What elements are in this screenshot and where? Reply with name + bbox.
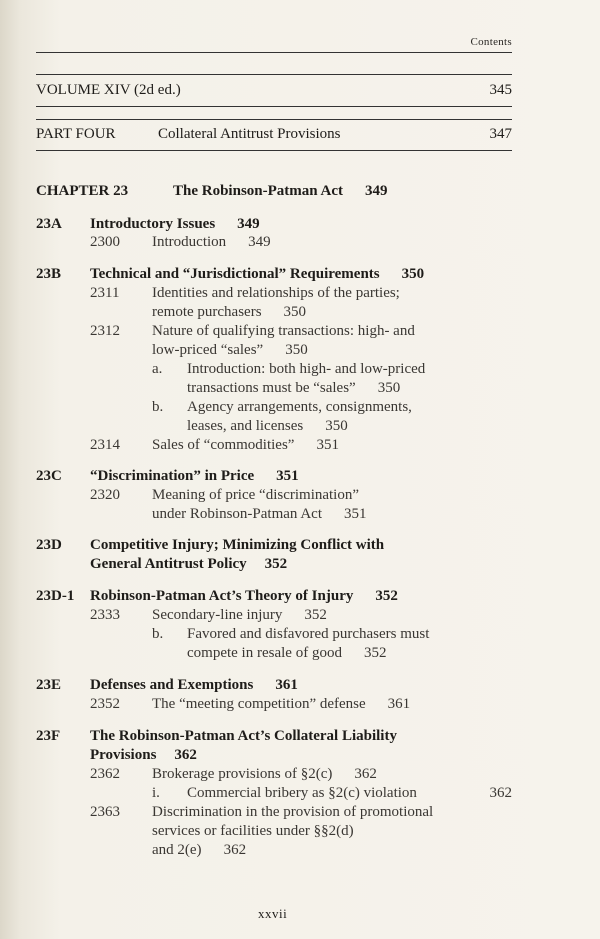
- page-folio: xxvii: [258, 906, 288, 921]
- section-page: 362: [174, 747, 197, 763]
- entry-title-line[interactable]: under Robinson-Patman Act 351: [152, 506, 367, 522]
- chapter-title[interactable]: The Robinson-Patman Act 349: [173, 183, 388, 199]
- entry-number: 2333: [90, 607, 120, 623]
- section-title[interactable]: “Discrimination” in Price 351: [90, 468, 299, 484]
- entry-title[interactable]: Introduction 349: [152, 234, 271, 250]
- entry-number: 2362: [90, 766, 120, 782]
- part-label[interactable]: PART FOUR: [36, 126, 116, 142]
- entry-page: 349: [248, 234, 271, 250]
- divider: [36, 74, 512, 75]
- entry-title[interactable]: Sales of “commodities” 351: [152, 437, 339, 453]
- entry-number: 2312: [90, 323, 120, 339]
- entry-page: 350: [283, 304, 307, 320]
- section-code: 23F: [36, 728, 61, 744]
- section-page: 349: [237, 216, 260, 232]
- entry-page: 352: [363, 645, 387, 661]
- entry-title-line[interactable]: Meaning of price “discrimination”: [152, 487, 360, 503]
- entry-number: 2363: [90, 804, 120, 820]
- sub-entry-line[interactable]: compete in resale of good 352: [187, 645, 387, 661]
- entry-title-line[interactable]: Identities and relationships of the parties;: [152, 285, 400, 301]
- section-title-line[interactable]: General Antitrust Policy 352: [90, 556, 288, 572]
- entry-page: 351: [316, 437, 339, 453]
- sub-letter: b.: [152, 626, 164, 642]
- entry-page: 350: [377, 380, 401, 396]
- entry-page: 362: [489, 785, 512, 801]
- section-code: 23C: [36, 468, 62, 484]
- section-title[interactable]: Technical and “Jurisdictional” Requirements 350: [90, 266, 425, 282]
- entry-page: 352: [304, 607, 327, 623]
- section-code: 23E: [36, 677, 62, 693]
- entry-number: 2352: [90, 696, 120, 712]
- sub-entry-line[interactable]: leases, and licenses 350: [187, 418, 348, 434]
- entry-title-line[interactable]: and 2(e) 362: [152, 842, 247, 858]
- section-page: 361: [275, 677, 298, 693]
- sub-letter: i.: [152, 785, 160, 801]
- section-title-line[interactable]: Provisions 362: [90, 747, 197, 763]
- section-title-line[interactable]: Competitive Injury; Minimizing Conflict with: [90, 537, 385, 553]
- section-page: 352: [264, 556, 288, 572]
- sub-entry-line[interactable]: transactions must be “sales” 350: [187, 380, 401, 396]
- section-page: 351: [276, 468, 299, 484]
- entry-page: 362: [223, 842, 247, 858]
- running-header: Contents: [470, 36, 512, 48]
- entry-title-line[interactable]: remote purchasers 350: [152, 304, 307, 320]
- volume-label[interactable]: VOLUME XIV (2d ed.): [36, 82, 181, 98]
- section-code: 23D-1: [36, 588, 75, 604]
- section-title-line[interactable]: The Robinson-Patman Act’s Collateral Liability: [90, 728, 397, 744]
- entry-number: 2320: [90, 487, 120, 503]
- section-title[interactable]: Introductory Issues 349: [90, 216, 260, 232]
- volume-page: 345: [489, 82, 512, 98]
- entry-title-line[interactable]: low-priced “sales” 350: [152, 342, 308, 358]
- sub-letter: a.: [152, 361, 163, 377]
- section-code: 23D: [36, 537, 62, 553]
- divider: [36, 106, 512, 107]
- sub-letter: b.: [152, 399, 164, 415]
- section-code: 23B: [36, 266, 62, 282]
- divider: [36, 150, 512, 151]
- sub-entry-line[interactable]: Favored and disfavored purchasers must: [187, 626, 430, 642]
- entry-page: 362: [354, 766, 377, 782]
- entry-page: 351: [343, 506, 367, 522]
- part-title[interactable]: Collateral Antitrust Provisions: [158, 126, 341, 142]
- section-code: 23A: [36, 216, 62, 232]
- header-rule: [36, 52, 512, 53]
- chapter-label[interactable]: CHAPTER 23: [36, 183, 129, 199]
- sub-entry-line[interactable]: Commercial bribery as §2(c) violation: [187, 785, 417, 801]
- divider: [36, 119, 512, 120]
- entry-title[interactable]: Brokerage provisions of §2(c) 362: [152, 766, 377, 782]
- entry-page: 350: [325, 418, 348, 434]
- part-page: 347: [489, 126, 512, 142]
- entry-title[interactable]: Secondary-line injury 352: [152, 607, 327, 623]
- entry-number: 2314: [90, 437, 120, 453]
- entry-page: 361: [387, 696, 411, 712]
- section-title[interactable]: Robinson-Patman Act’s Theory of Injury 352: [90, 588, 398, 604]
- sub-entry-line[interactable]: Agency arrangements, consignments,: [187, 399, 412, 415]
- section-page: 350: [401, 266, 425, 282]
- entry-number: 2300: [90, 234, 120, 250]
- entry-title-line[interactable]: Nature of qualifying transactions: high- and: [152, 323, 415, 339]
- chapter-page: 349: [365, 183, 388, 199]
- entry-title-line[interactable]: Discrimination in the provision of promotional: [152, 804, 434, 820]
- entry-title[interactable]: The “meeting competition” defense 361: [152, 696, 411, 712]
- entry-title-line[interactable]: services or facilities under §§2(d): [152, 823, 354, 839]
- sub-entry-line[interactable]: Introduction: both high- and low-priced: [187, 361, 426, 377]
- entry-number: 2311: [90, 285, 120, 301]
- entry-page: 350: [285, 342, 308, 358]
- section-title[interactable]: Defenses and Exemptions 361: [90, 677, 298, 693]
- section-page: 352: [375, 588, 398, 604]
